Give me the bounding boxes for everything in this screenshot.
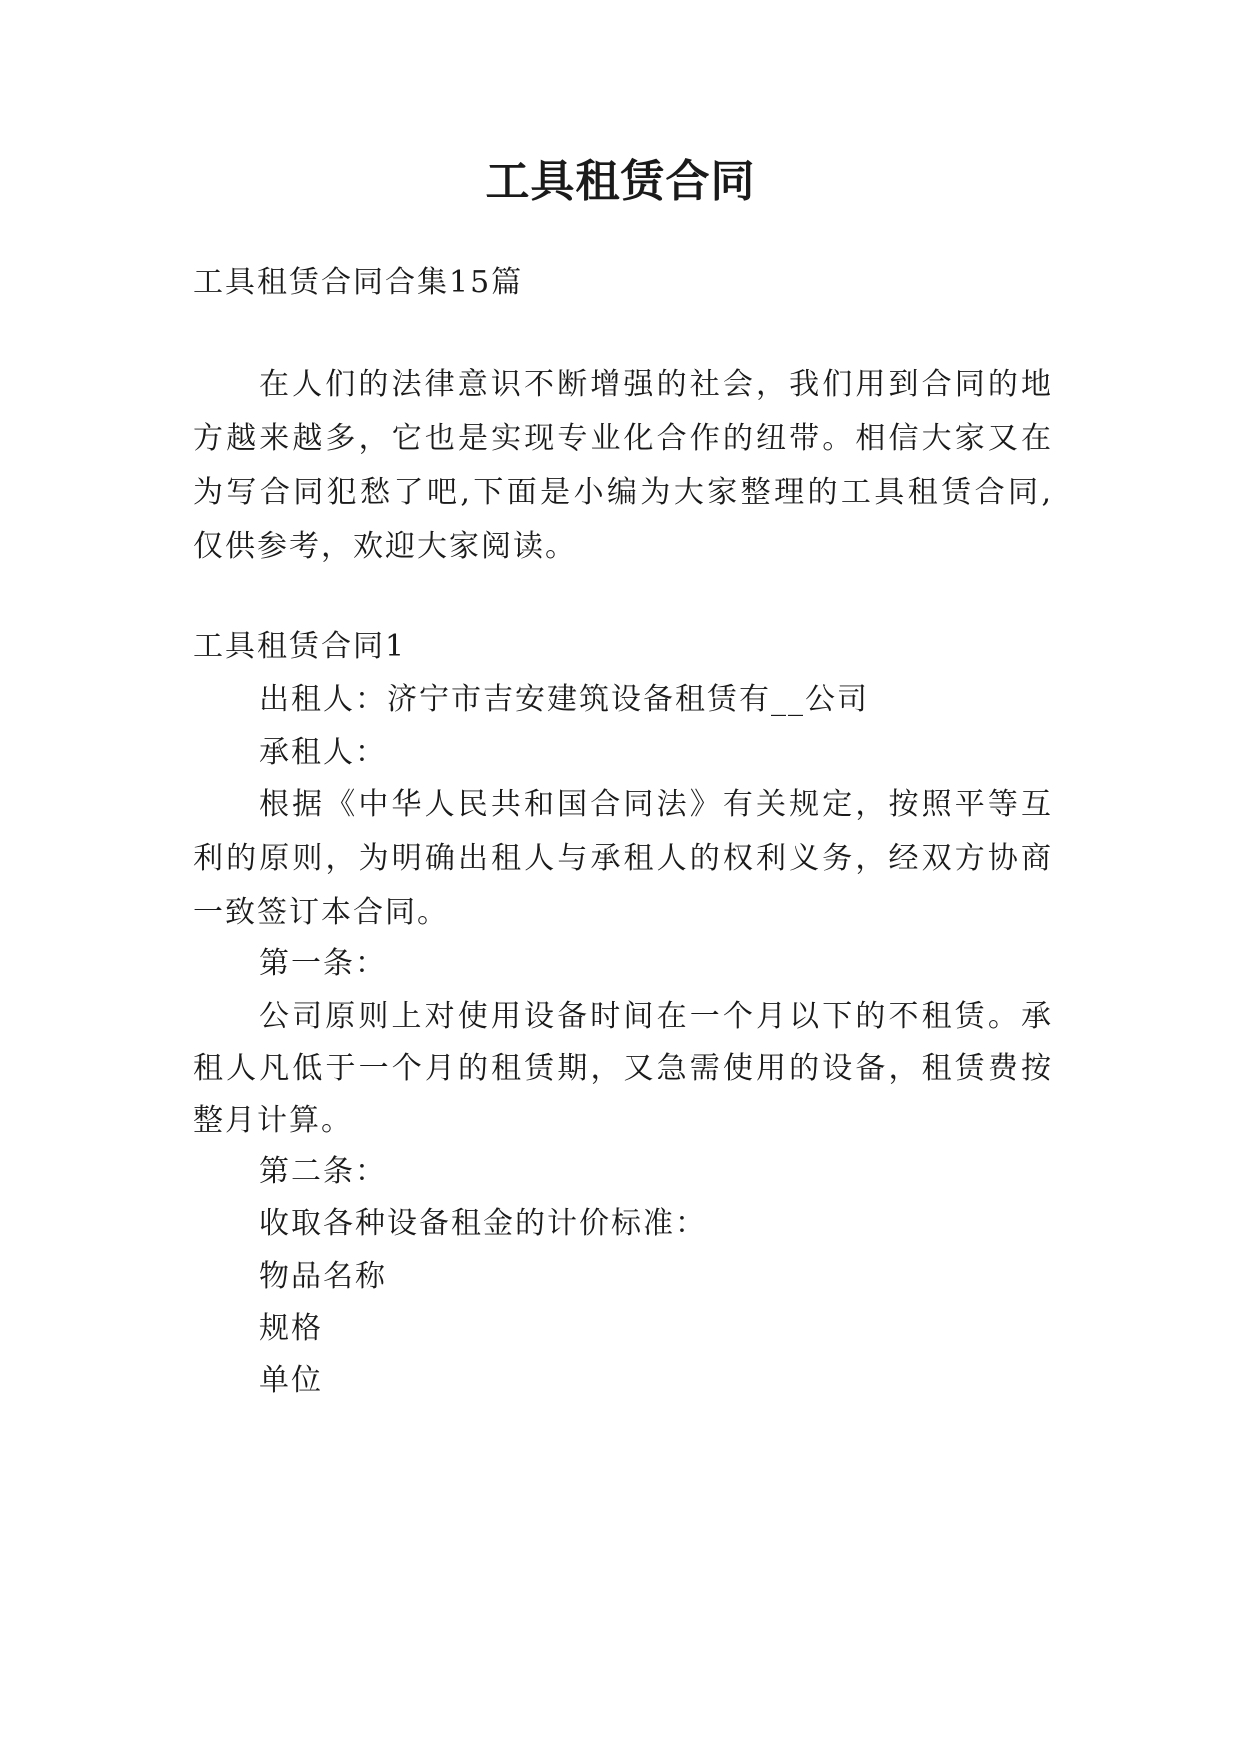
basis-line-1: 根据《中华人民共和国合同法》有关规定，按照平等互 xyxy=(259,787,1053,822)
lessor-line: 出租人：济宁市吉安建筑设备租赁有__公司 xyxy=(259,682,869,717)
article1-line-3: 整月计算。 xyxy=(193,1103,353,1138)
intro-line-4: 仅供参考，欢迎大家阅读。 xyxy=(193,529,577,564)
intro-line-3: 为写合同犯愁了吧,下面是小编为大家整理的工具租赁合同, xyxy=(193,475,1053,510)
article2-heading: 第二条： xyxy=(259,1154,387,1189)
article1-heading: 第一条： xyxy=(259,946,387,981)
section-heading: 工具租赁合同1 xyxy=(193,629,407,664)
lessee-line: 承租人： xyxy=(259,735,387,770)
table-header-spec: 规格 xyxy=(259,1311,323,1346)
article2-intro: 收取各种设备租金的计价标准： xyxy=(259,1206,707,1241)
intro-line-1: 在人们的法律意识不断增强的社会，我们用到合同的地 xyxy=(259,367,1053,402)
basis-line-2: 利的原则，为明确出租人与承租人的权利义务，经双方协商 xyxy=(193,841,1053,876)
document-subtitle: 工具租赁合同合集15篇 xyxy=(193,265,524,300)
table-header-unit: 单位 xyxy=(259,1363,323,1398)
article1-line-1: 公司原则上对使用设备时间在一个月以下的不租赁。承 xyxy=(259,999,1053,1034)
table-header-item-name: 物品名称 xyxy=(259,1259,387,1294)
article1-line-2: 租人凡低于一个月的租赁期，又急需使用的设备，租赁费按 xyxy=(193,1051,1053,1086)
basis-line-3: 一致签订本合同。 xyxy=(193,895,449,930)
intro-line-2: 方越来越多，它也是实现专业化合作的纽带。相信大家又在 xyxy=(193,421,1053,456)
document-title: 工具租赁合同 xyxy=(485,156,756,207)
